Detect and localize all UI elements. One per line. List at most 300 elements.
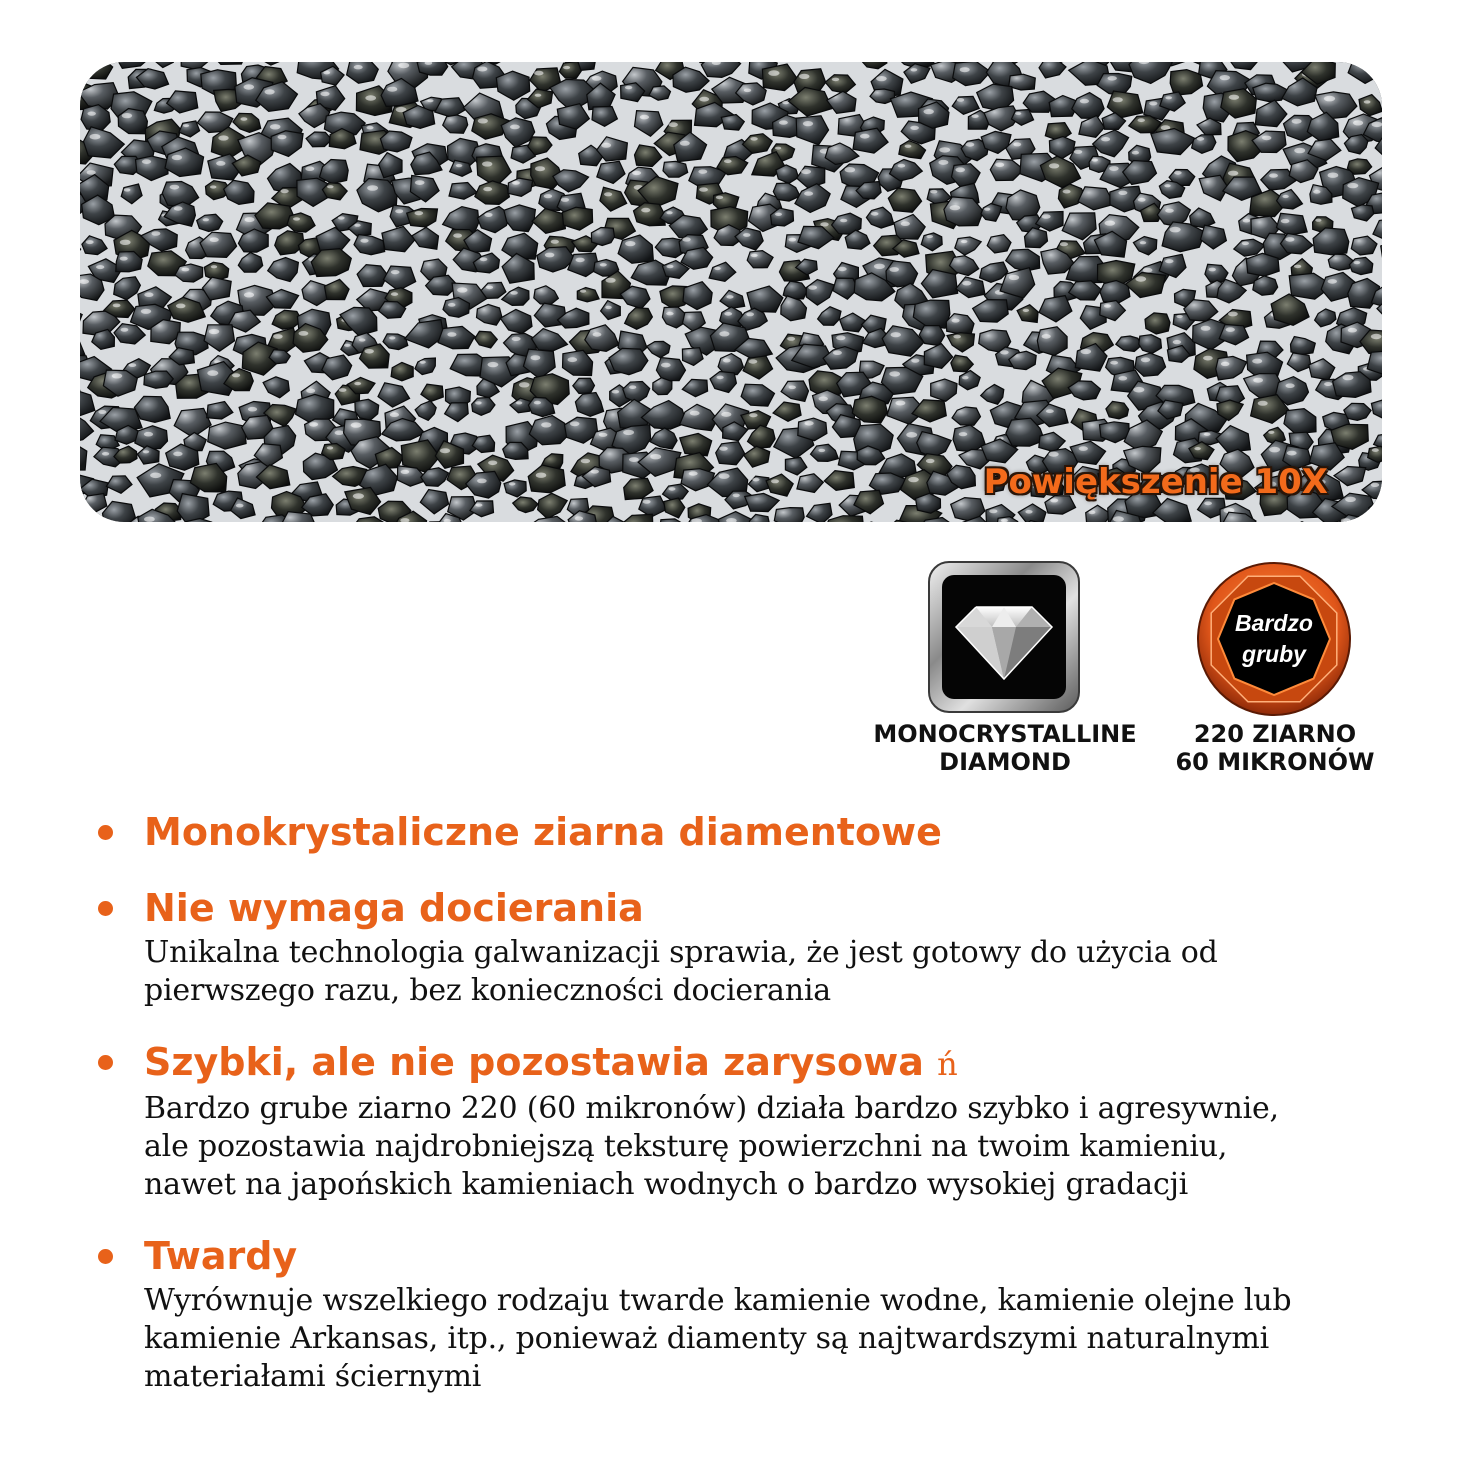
grit-highlight: [1197, 137, 1204, 141]
grit-highlight: [90, 134, 101, 140]
grit-highlight: [218, 135, 228, 140]
grit-highlight: [1113, 516, 1124, 522]
grit-highlight: [905, 145, 912, 148]
grit-highlight: [1164, 184, 1170, 187]
grit-highlight: [926, 235, 933, 238]
magnified-grit-image: [80, 62, 1382, 522]
feature-item: [98, 882, 1418, 1010]
grit-highlight: [561, 198, 569, 202]
grit-highlight: [278, 135, 287, 140]
grit-highlight: [801, 169, 811, 174]
grit-highlight: [453, 233, 462, 237]
grit-highlight: [475, 401, 482, 404]
grit-highlight: [327, 446, 333, 449]
grit-highlight: [591, 470, 599, 474]
grit-highlight: [1269, 447, 1280, 453]
grit-highlight: [173, 452, 182, 457]
grit-highlight: [281, 189, 289, 193]
grit-highlight: [1294, 265, 1301, 269]
grit-highlight: [391, 270, 400, 274]
grit-highlight: [98, 410, 106, 414]
grit-highlight: [87, 62, 95, 66]
grit-label: [1196, 561, 1352, 717]
grit-highlight: [141, 309, 151, 314]
grit-highlight: [1000, 350, 1009, 354]
grit-highlight: [803, 121, 813, 126]
grit-highlight: [898, 164, 906, 168]
grit-highlight: [775, 147, 781, 150]
grit-highlight: [440, 448, 450, 453]
grit-highlight: [367, 185, 378, 191]
grit-highlight: [1228, 171, 1238, 176]
grit-highlight: [908, 477, 919, 482]
grit-highlight: [456, 164, 462, 167]
grit-highlight: [1060, 242, 1068, 246]
grit-highlight: [716, 196, 723, 200]
grit-highlight: [680, 141, 690, 146]
grit-highlight: [1203, 356, 1213, 361]
grit-highlight: [335, 430, 344, 435]
grit-highlight: [1364, 100, 1371, 103]
grit-highlight: [482, 161, 492, 166]
grit-highlight: [623, 430, 634, 435]
grit-highlight: [420, 361, 426, 364]
grit-highlight: [484, 213, 492, 217]
grit-highlight: [666, 211, 672, 214]
grit-particle: [663, 161, 688, 177]
grit-highlight: [1221, 362, 1230, 366]
grit-highlight: [1088, 511, 1095, 515]
grit-highlight: [477, 479, 487, 484]
grit-highlight: [1268, 431, 1274, 434]
feature-item: [98, 1230, 1418, 1396]
feature-description: [144, 934, 1418, 1010]
grit-highlight: [113, 304, 121, 308]
grit-highlight: [488, 461, 497, 466]
grit-highlight: [575, 516, 583, 520]
grit-highlight: [682, 237, 691, 241]
grit-highlight: [744, 89, 751, 93]
grit-highlight: [666, 312, 673, 316]
grit-highlight: [699, 187, 708, 191]
grit-highlight: [519, 382, 530, 387]
grit-particle: [417, 62, 448, 75]
grit-highlight: [1328, 173, 1339, 178]
grit-highlight: [1262, 136, 1271, 141]
grit-highlight: [1135, 276, 1146, 281]
grit-highlight: [427, 99, 433, 102]
grit-highlight: [661, 363, 671, 368]
grit-highlight: [1371, 334, 1382, 339]
grit-highlight: [995, 163, 1004, 168]
grit-highlight: [309, 422, 318, 427]
grit-caption: [1160, 720, 1390, 776]
grit-highlight: [1141, 357, 1150, 362]
grit-highlight: [1133, 387, 1144, 393]
feature-description-line: Wyrównuje wszelkiego rodzaju twarde kamienie wodne, kamienie olejne lub: [144, 1283, 1292, 1318]
grit-highlight: [939, 147, 950, 152]
grit-highlight: [1343, 375, 1354, 381]
grit-highlight: [478, 118, 488, 123]
grit-highlight: [143, 450, 149, 453]
grit-highlight: [1015, 112, 1021, 115]
grit-highlight: [724, 312, 732, 316]
grit-highlight: [1372, 448, 1379, 452]
grit-highlight: [845, 167, 856, 172]
grit-highlight: [911, 359, 919, 363]
grit-highlight: [306, 389, 315, 394]
grit-highlight: [182, 268, 190, 272]
grit-particle: [1139, 335, 1162, 354]
grit-highlight: [124, 188, 131, 191]
grit-highlight: [1138, 198, 1146, 202]
grit-highlight: [398, 63, 409, 69]
grit-highlight: [367, 126, 374, 130]
grit-highlight: [563, 66, 570, 69]
grit-highlight: [151, 231, 160, 236]
grit-highlight: [962, 281, 971, 286]
grit-highlight: [719, 331, 729, 336]
grit-highlight: [690, 411, 700, 416]
grit-highlight: [476, 503, 483, 506]
grit-highlight: [641, 208, 650, 213]
grit-highlight: [1294, 148, 1305, 154]
grit-highlight: [203, 218, 209, 221]
grit-highlight: [232, 373, 240, 377]
grit-highlight: [1324, 382, 1332, 386]
grit-highlight: [516, 401, 522, 404]
grit-highlight: [962, 376, 969, 379]
grit-particle: [1369, 62, 1382, 67]
grit-highlight: [717, 376, 724, 380]
grit-highlight: [415, 211, 424, 215]
grit-highlight: [142, 159, 151, 164]
grit-highlight: [751, 254, 758, 257]
grit-highlight: [1170, 227, 1181, 233]
grit-highlight: [387, 87, 397, 92]
grit-particle: [177, 494, 209, 522]
grit-highlight: [344, 344, 351, 347]
grit-highlight: [351, 422, 362, 427]
grit-highlight: [536, 473, 547, 478]
grit-highlight: [483, 187, 492, 191]
grit-highlight: [1226, 327, 1235, 332]
grit-highlight: [144, 292, 153, 297]
grit-highlight: [1243, 219, 1250, 223]
grit-size-badge: [1196, 561, 1352, 717]
grit-highlight: [1253, 378, 1263, 383]
grit-highlight: [359, 338, 366, 341]
grit-highlight: [391, 292, 398, 296]
grit-highlight: [273, 334, 283, 339]
grit-highlight: [833, 350, 842, 355]
grit-highlight: [531, 355, 541, 360]
grit-highlight: [447, 332, 456, 337]
grit-highlight: [743, 233, 750, 237]
grit-highlight: [1228, 312, 1238, 317]
feature-title: Twardy: [144, 1234, 298, 1278]
grit-highlight: [236, 504, 244, 508]
grit-highlight: [1348, 328, 1357, 333]
grit-highlight: [629, 457, 639, 462]
grit-particle: [503, 442, 528, 459]
grit-highlight: [953, 335, 961, 339]
grit-highlight: [245, 217, 255, 222]
grit-highlight: [207, 370, 218, 376]
grit-highlight: [1042, 214, 1051, 219]
grit-highlight: [510, 291, 517, 295]
grit-highlight: [150, 473, 161, 479]
grit-highlight: [789, 386, 796, 390]
grit-highlight: [1324, 96, 1335, 102]
grit-highlight: [509, 482, 516, 485]
grit-highlight: [172, 155, 182, 160]
feature-title-text: Szybki, ale nie pozostawia zarysowa: [144, 1040, 924, 1084]
grit-highlight: [699, 97, 709, 102]
grit-highlight: [102, 452, 109, 456]
grit-highlight: [1174, 171, 1182, 175]
grit-highlight: [512, 337, 521, 341]
grit-highlight: [1143, 268, 1153, 273]
grit-highlight: [457, 287, 467, 292]
grit-highlight: [1345, 497, 1356, 502]
grit-highlight: [144, 517, 155, 522]
grit-highlight: [534, 401, 541, 405]
grit-highlight: [667, 265, 674, 269]
grit-highlight: [593, 332, 602, 336]
grit-highlight: [1138, 118, 1145, 122]
grit-highlight: [354, 224, 360, 227]
grit-highlight: [112, 373, 123, 378]
feature-description-line: Unikalna technologia galwanizacji sprawia, że jest gotowy do użycia od: [144, 935, 1218, 970]
grit-highlight: [1165, 96, 1172, 99]
grit-highlight: [960, 67, 970, 72]
grit-label-line1: Bardzo: [1235, 610, 1313, 636]
grit-highlight: [1108, 76, 1117, 81]
diamond-caption-line2: DIAMOND: [939, 748, 1071, 776]
grit-particle: [1009, 74, 1036, 90]
grit-highlight: [244, 84, 255, 89]
grit-highlight: [1371, 483, 1379, 487]
feature-item: [98, 1036, 1418, 1204]
grit-highlight: [1372, 122, 1383, 127]
diamond-caption-line1: MONOCRYSTALLINE: [873, 720, 1137, 748]
grit-particle: [80, 509, 87, 522]
grit-highlight: [714, 267, 721, 270]
grit-highlight: [723, 359, 731, 363]
grit-highlight: [353, 493, 364, 499]
grit-highlight: [889, 267, 899, 272]
grit-highlight: [144, 432, 153, 437]
grit-highlight: [840, 219, 847, 223]
grit-highlight: [183, 124, 189, 127]
grit-highlight: [210, 237, 219, 242]
grit-highlight: [1281, 219, 1290, 223]
grit-highlight: [910, 126, 919, 130]
grit-highlight: [401, 470, 410, 474]
grit-highlight: [901, 221, 910, 226]
grit-highlight: [395, 209, 403, 213]
grit-highlight: [323, 71, 330, 74]
grit-highlight: [1025, 510, 1032, 514]
grit-highlight: [721, 412, 731, 417]
grit-highlight: [605, 306, 612, 309]
grit-highlight: [176, 304, 186, 309]
feature-description-line: pierwszego razu, bez konieczności docierania: [144, 973, 831, 1008]
grit-highlight: [733, 494, 740, 498]
grit-highlight: [771, 479, 779, 483]
grit-highlight: [354, 65, 363, 69]
grit-highlight: [599, 433, 608, 437]
grit-highlight: [1042, 334, 1051, 339]
grit-highlight: [339, 388, 347, 392]
grit-particle: [774, 508, 804, 522]
grit-highlight: [952, 319, 960, 323]
grit-highlight: [1080, 99, 1089, 104]
grit-highlight: [1132, 151, 1139, 155]
grit-highlight: [580, 290, 586, 293]
grit-highlight: [1118, 376, 1127, 380]
grit-highlight: [1176, 315, 1182, 318]
grit-highlight: [906, 432, 917, 438]
grit-highlight: [390, 412, 399, 417]
grit-highlight: [818, 449, 825, 452]
grit-highlight: [643, 500, 651, 504]
bullet-icon: [98, 1249, 113, 1264]
grit-highlight: [1353, 120, 1363, 125]
grit-highlight: [240, 117, 247, 121]
grit-highlight: [871, 212, 879, 216]
grit-highlight: [938, 160, 948, 165]
grit-highlight: [486, 286, 493, 290]
grit-highlight: [244, 292, 254, 297]
grit-highlight: [930, 190, 937, 194]
feature-description-line: materiałami ściernymi: [144, 1359, 482, 1394]
grit-highlight: [959, 432, 968, 436]
grit-highlight: [129, 363, 137, 367]
grit-highlight: [1049, 163, 1059, 168]
grit-highlight: [719, 447, 728, 451]
grit-highlight: [480, 257, 488, 261]
grit-highlight: [354, 382, 361, 385]
grit-highlight: [544, 194, 552, 198]
grit-highlight: [1258, 401, 1268, 406]
grit-caption-line1: 220 ZIARNO: [1193, 720, 1357, 748]
grit-highlight: [1220, 75, 1230, 80]
grit-highlight: [749, 413, 757, 417]
grit-highlight: [1013, 142, 1021, 146]
grit-highlight: [1347, 183, 1358, 188]
grit-highlight: [601, 143, 611, 148]
grit-highlight: [1354, 261, 1361, 264]
grit-highlight: [724, 159, 732, 163]
grit-highlight: [216, 161, 225, 166]
grit-highlight: [592, 76, 602, 81]
grit-highlight: [389, 336, 395, 339]
grit-highlight: [512, 181, 520, 185]
grit-highlight: [360, 239, 368, 243]
bullet-icon: [98, 1055, 113, 1070]
grit-highlight: [477, 67, 487, 72]
grit-highlight: [836, 335, 845, 340]
grit-highlight: [650, 454, 661, 459]
grit-highlight: [726, 295, 733, 299]
grit-highlight: [1118, 191, 1127, 195]
grit-highlight: [1165, 259, 1173, 263]
grit-highlight: [248, 407, 257, 412]
grit-highlight: [581, 459, 590, 464]
feature-title-tail: ń: [937, 1045, 958, 1083]
grit-highlight: [779, 120, 788, 124]
monocrystalline-diamond-badge: [928, 561, 1080, 713]
grit-highlight: [210, 185, 216, 188]
grit-highlight: [299, 331, 309, 336]
feature-item: [98, 806, 1418, 858]
grit-highlight: [541, 422, 551, 427]
grit-highlight: [1079, 446, 1088, 451]
grit-highlight: [911, 68, 918, 71]
grit-highlight: [488, 362, 499, 367]
grit-highlight: [625, 241, 635, 246]
grit-highlight: [1269, 173, 1278, 177]
grit-highlight: [838, 267, 847, 271]
grit-highlight: [365, 95, 376, 100]
grit-highlight: [534, 71, 543, 76]
feature-title: Monokrystaliczne ziarna diamentowe: [144, 810, 942, 854]
grit-highlight: [926, 459, 935, 463]
grit-highlight: [1081, 349, 1092, 354]
grit-highlight: [989, 509, 997, 513]
grit-highlight: [625, 86, 632, 90]
grit-highlight: [1074, 150, 1083, 154]
grit-highlight: [749, 359, 758, 363]
grit-highlight: [1104, 304, 1111, 307]
grit-highlight: [891, 332, 901, 337]
grit-highlight: [961, 240, 967, 243]
grit-highlight: [819, 397, 828, 402]
feature-title: [144, 1036, 1418, 1090]
grit-highlight: [787, 337, 795, 341]
feature-description-line: kamienie Arkansas, itp., ponieważ diamenty są najtwardszymi naturalnymi: [144, 1321, 1269, 1356]
grit-highlight: [895, 401, 905, 406]
grit-highlight: [1313, 190, 1320, 194]
grit-highlight: [270, 124, 281, 129]
grit-highlight: [1242, 242, 1249, 246]
grit-highlight: [1252, 359, 1262, 364]
grit-highlight: [535, 94, 542, 97]
grit-highlight: [789, 238, 797, 242]
bullet-icon: [98, 901, 113, 916]
feature-description-line: ale pozostawia najdrobniejszą teksturę powierzchni na twoim kamieniu,: [144, 1129, 1228, 1164]
feature-list: [98, 806, 1418, 1396]
grit-highlight: [1113, 97, 1123, 102]
grit-highlight: [957, 98, 965, 102]
grit-highlight: [1049, 452, 1059, 457]
grit-highlight: [1023, 309, 1029, 312]
grit-highlight: [752, 478, 759, 482]
grit-highlight: [1287, 451, 1297, 456]
grit-highlight: [629, 385, 636, 389]
grit-highlight: [211, 265, 217, 268]
grit-caption-line2: 60 MIKRONÓW: [1175, 748, 1375, 776]
grit-highlight: [984, 208, 990, 211]
grit-highlight: [972, 114, 979, 118]
grit-highlight: [799, 74, 810, 79]
grit-highlight: [122, 113, 132, 118]
feature-description: [144, 1282, 1418, 1396]
grit-highlight: [1328, 279, 1337, 284]
grit-highlight: [86, 240, 94, 244]
